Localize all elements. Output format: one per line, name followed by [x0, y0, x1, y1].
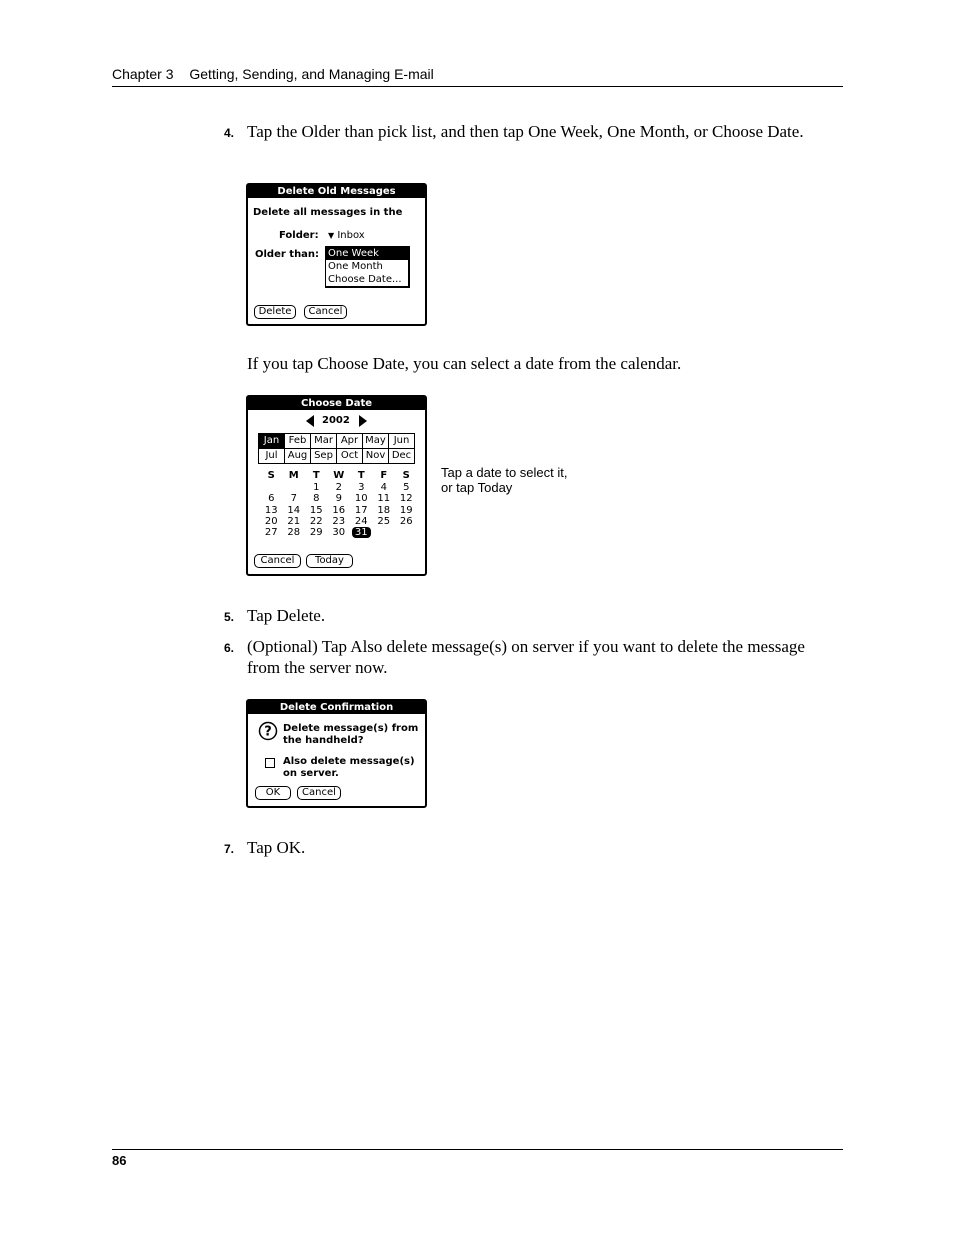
step-text: Tap Delete.	[247, 606, 326, 625]
calendar-day-label: 12	[399, 493, 413, 505]
footer-rule	[112, 1149, 843, 1150]
dialog-title: Choose Date	[248, 397, 425, 410]
delete-button[interactable]: Delete	[254, 305, 296, 319]
calendar-day[interactable]	[395, 505, 418, 516]
calendar-day[interactable]	[260, 493, 283, 504]
svg-text:?: ?	[264, 724, 272, 740]
running-header	[112, 66, 434, 82]
delete-intro-text: Delete all messages in the	[253, 207, 403, 218]
checkbox-line-2: on server.	[283, 768, 339, 779]
today-button[interactable]: Today	[306, 554, 353, 568]
calendar-day-label: 4	[380, 482, 387, 493]
calendar-day-label: 7	[290, 493, 297, 505]
step-number: 4.	[224, 126, 235, 140]
calendar-day[interactable]	[373, 505, 396, 516]
header-rule	[112, 86, 843, 87]
step-number: 7.	[224, 842, 235, 856]
month-oct[interactable]: Oct	[337, 449, 363, 464]
calendar-day[interactable]	[305, 527, 328, 538]
step-text: Tap the Older than pick list, and then tap One Week, One Month, or Choose Date.	[247, 122, 804, 141]
page-number: 86	[112, 1153, 127, 1168]
calendar-day[interactable]	[328, 482, 351, 493]
older-than-pick-list[interactable]	[325, 246, 410, 288]
calendar-day[interactable]	[373, 482, 396, 493]
calendar-day	[283, 482, 306, 493]
calendar-day-label: 11	[377, 493, 391, 505]
month-dec[interactable]: Dec	[389, 449, 415, 464]
month-jul[interactable]: Jul	[259, 449, 285, 464]
option-one-month[interactable]: One Month	[328, 261, 383, 272]
month-feb[interactable]: Feb	[285, 434, 311, 449]
calendar-day[interactable]	[283, 516, 306, 527]
calendar-day[interactable]	[350, 516, 373, 527]
month-apr[interactable]: Apr	[337, 434, 363, 449]
calendar-day-label: 26	[399, 515, 413, 527]
calendar-day[interactable]	[350, 505, 373, 516]
calendar-day[interactable]	[260, 527, 283, 538]
question-line-2: the handheld?	[283, 735, 364, 746]
step-text: Tap OK.	[247, 838, 306, 857]
month-grid	[258, 433, 415, 464]
calendar-day[interactable]	[328, 493, 351, 504]
month-aug[interactable]: Aug	[285, 449, 311, 464]
calendar-day-label: 22	[309, 515, 323, 527]
day-header: W	[333, 470, 345, 481]
calendar-day[interactable]	[328, 527, 351, 538]
cancel-button[interactable]: Cancel	[297, 786, 341, 800]
calendar-day-label: 18	[377, 504, 391, 516]
folder-value: Inbox	[337, 230, 365, 241]
calendar-day-label: 2	[335, 482, 342, 493]
arrow-left-icon[interactable]	[306, 415, 314, 427]
calendar-day[interactable]	[395, 516, 418, 527]
calendar-day[interactable]	[395, 493, 418, 504]
callout-line-1: Tap a date to select it,	[441, 465, 568, 480]
step-text: (Optional) Tap Also delete message(s) on server if you want to delete the message from the server now.	[247, 637, 805, 677]
chapter-title: Getting, Sending, and Managing E-mail	[189, 66, 434, 82]
calendar-day[interactable]	[283, 493, 306, 504]
year-selector	[306, 414, 366, 428]
question-line-1: Delete message(s) from	[283, 723, 419, 734]
calendar-day-label: 3	[358, 482, 365, 493]
calendar-day[interactable]	[283, 527, 306, 538]
delete-old-messages-dialog	[246, 183, 427, 326]
option-choose-date[interactable]: Choose Date...	[328, 274, 402, 285]
calendar-day-label: 1	[313, 482, 320, 493]
chapter-number: Chapter 3	[112, 66, 174, 82]
calendar-day-label: 6	[268, 493, 275, 505]
calendar-day[interactable]	[260, 505, 283, 516]
calendar-day-label: 23	[332, 515, 346, 527]
calendar-day[interactable]	[328, 516, 351, 527]
calendar-day[interactable]	[305, 493, 328, 504]
day-header: T	[357, 470, 365, 481]
calendar-day[interactable]	[350, 493, 373, 504]
delete-confirmation-dialog	[246, 699, 427, 808]
calendar-day-label: 9	[335, 493, 342, 505]
calendar-day[interactable]	[350, 482, 373, 493]
day-header: M	[288, 470, 299, 481]
day-header: F	[380, 470, 388, 481]
delete-question	[283, 723, 418, 747]
calendar-callout	[441, 465, 567, 495]
year-value: 2002	[322, 415, 350, 426]
calendar-day-label: 29	[309, 527, 323, 539]
calendar-day-label: 17	[354, 504, 368, 516]
also-delete-checkbox[interactable]	[265, 758, 275, 768]
month-sep[interactable]: Sep	[311, 449, 337, 464]
calendar-day-label: 31	[352, 527, 371, 538]
dialog-title: Delete Confirmation	[248, 701, 425, 714]
triangle-down-icon: ▼	[328, 231, 335, 240]
folder-label: Folder:	[279, 230, 319, 241]
day-header: S	[267, 470, 275, 481]
calendar-day-label: 10	[354, 493, 368, 505]
calendar-day[interactable]	[328, 505, 351, 516]
day-header: T	[312, 470, 320, 481]
step-number: 5.	[224, 610, 235, 624]
calendar-day[interactable]	[373, 516, 396, 527]
cancel-button[interactable]: Cancel	[254, 554, 301, 568]
calendar-grid	[260, 469, 418, 538]
calendar-day-label: 14	[287, 504, 301, 516]
calendar-day[interactable]	[305, 516, 328, 527]
calendar-day-label: 27	[264, 527, 278, 539]
month-nov[interactable]: Nov	[363, 449, 389, 464]
calendar-day-label: 20	[264, 515, 278, 527]
calendar-day[interactable]	[283, 505, 306, 516]
calendar-day	[373, 527, 396, 538]
dialog-title: Delete Old Messages	[248, 185, 425, 198]
question-icon	[258, 721, 278, 741]
calendar-day-label: 24	[354, 515, 368, 527]
calendar-day-label: 25	[377, 515, 391, 527]
calendar-day-label: 28	[287, 527, 301, 539]
older-than-label: Older than:	[255, 249, 320, 260]
calendar-day-label: 13	[264, 504, 278, 516]
calendar-day-label: 30	[332, 527, 346, 539]
calendar-day-label: 5	[403, 482, 410, 493]
month-jun[interactable]: Jun	[389, 434, 415, 449]
option-one-week[interactable]: One Week	[326, 247, 408, 260]
calendar-day-label: 21	[287, 515, 301, 527]
choose-date-dialog	[246, 395, 427, 576]
checkbox-line-1: Also delete message(s)	[283, 756, 415, 767]
month-mar[interactable]: Mar	[311, 434, 337, 449]
choose-date-paragraph: If you tap Choose Date, you can select a date from the calendar.	[247, 354, 682, 373]
callout-line-2: or tap Today	[441, 480, 513, 495]
calendar-day	[260, 482, 283, 493]
step-number: 6.	[224, 641, 235, 655]
calendar-day[interactable]	[260, 516, 283, 527]
calendar-day-label: 15	[309, 504, 323, 516]
arrow-right-icon[interactable]	[359, 415, 367, 427]
also-delete-label[interactable]	[283, 756, 415, 780]
calendar-day[interactable]	[395, 482, 418, 493]
calendar-day-label: 16	[332, 504, 346, 516]
calendar-day[interactable]	[373, 493, 396, 504]
day-header: S	[402, 470, 410, 481]
calendar-day-selected[interactable]	[350, 527, 373, 538]
cancel-button[interactable]: Cancel	[304, 305, 347, 319]
calendar-day[interactable]	[305, 482, 328, 493]
calendar-day[interactable]	[305, 505, 328, 516]
calendar-day	[395, 527, 418, 538]
month-may[interactable]: May	[363, 434, 389, 449]
folder-picker[interactable]	[328, 230, 365, 241]
calendar-day-label: 19	[399, 504, 413, 516]
calendar-day-label: 8	[313, 493, 320, 505]
month-jan[interactable]: Jan	[259, 434, 285, 449]
ok-button[interactable]: OK	[255, 786, 291, 800]
